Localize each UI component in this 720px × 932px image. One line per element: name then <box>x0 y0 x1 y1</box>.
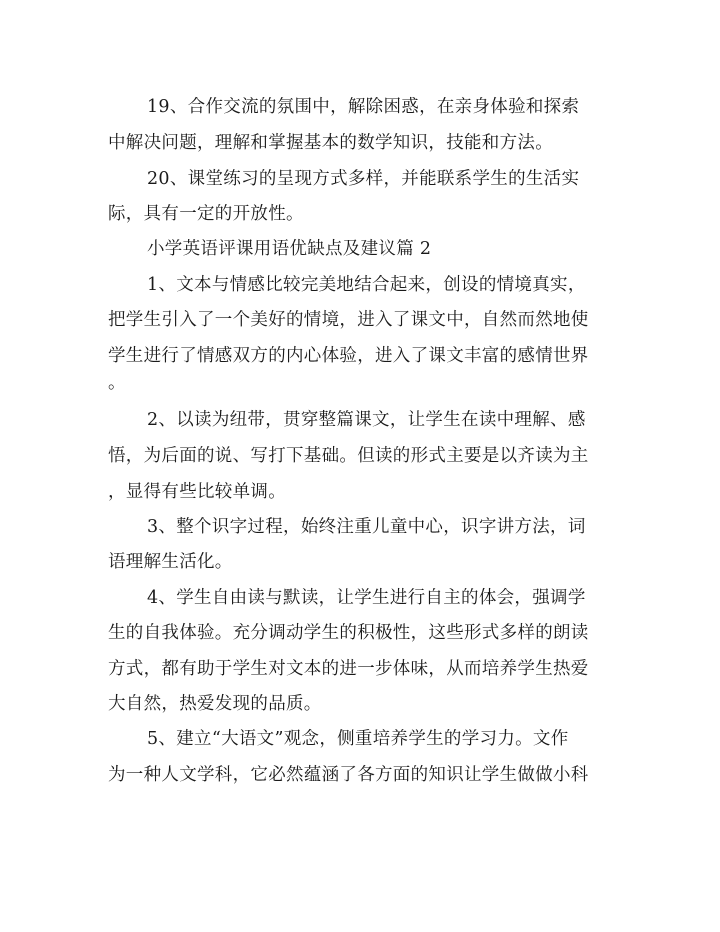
paragraph-5-line-1: 5、建立“大语文”观念，侧重培养学生的学习力。文作 <box>147 729 569 749</box>
paragraph-4-line-1: 4、学生自由读与默读，让学生进行自主的体会，强调学 <box>147 588 586 608</box>
paragraph-3-line-1: 3、整个识字过程，始终注重儿童中心，识字讲方法，词 <box>147 517 586 537</box>
paragraph-1-line-4: 。 <box>108 373 126 393</box>
paragraph-20-line-1: 20、课堂练习的呈现方式多样，并能联系学生的生活实 <box>147 169 580 189</box>
paragraph-1-line-3: 学生进行了情感双方的内心体验，进入了课文丰富的感情世界 <box>108 346 589 366</box>
paragraph-2-line-2: 悟，为后面的说、写打下基础。但读的形式主要是以齐读为主 <box>108 446 589 466</box>
paragraph-19-line-2: 中解决问题，理解和掌握基本的数学知识，技能和方法。 <box>108 133 553 153</box>
section-heading: 小学英语评课用语优缺点及建议篇 2 <box>147 239 432 259</box>
paragraph-4-line-3: 方式，都有助于学生对文本的进一步体味，从而培养学生热爱 <box>108 659 589 679</box>
paragraph-1-line-2: 把学生引入了一个美好的情境，进入了课文中，自然而然地使 <box>108 310 589 330</box>
paragraph-5-line-2: 为一种人文学科，它必然蕴涵了各方面的知识让学生做做小科 <box>108 765 589 785</box>
paragraph-19-line-1: 19、合作交流的氛围中，解除困惑，在亲身体验和探索 <box>147 97 580 117</box>
paragraph-2-line-3: ，显得有些比较单调。 <box>108 482 286 502</box>
paragraph-20-line-2: 际，具有一定的开放性。 <box>108 204 304 224</box>
paragraph-2-line-1: 2、以读为纽带，贯穿整篇课文，让学生在读中理解、感 <box>147 410 586 430</box>
paragraph-4-line-2: 生的自我体验。充分调动学生的积极性，这些形式多样的朗读 <box>108 623 589 643</box>
paragraph-3-line-2: 语理解生活化。 <box>108 552 233 572</box>
paragraph-1-line-1: 1、文本与情感比较完美地结合起来，创设的情境真实， <box>147 275 586 295</box>
paragraph-4-line-4: 大自然，热爱发现的品质。 <box>108 694 322 714</box>
